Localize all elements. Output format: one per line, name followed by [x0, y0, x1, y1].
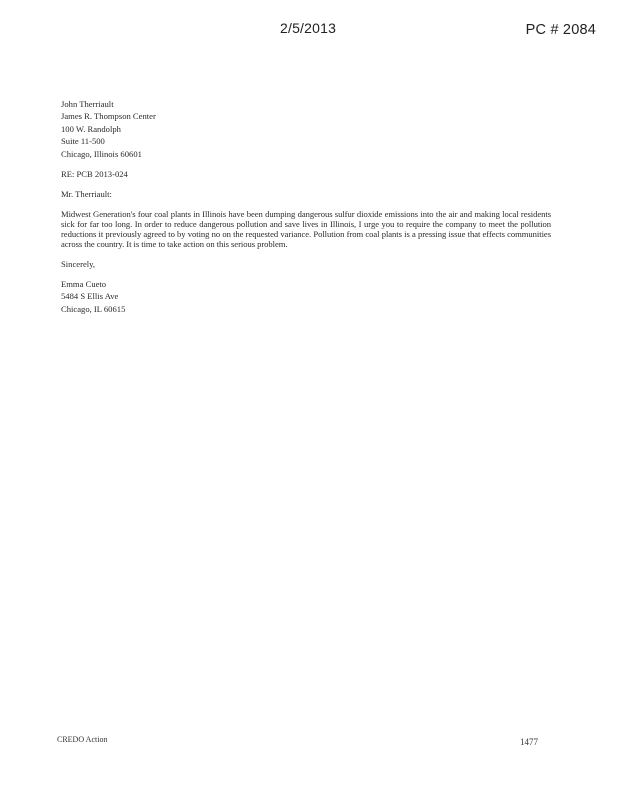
sender-line: 5484 S Ellis Ave — [61, 291, 119, 302]
pc-number-stamp: PC # 2084 — [525, 22, 596, 38]
sender-line: Emma Cueto — [61, 279, 107, 290]
closing: Sincerely, — [61, 258, 96, 269]
body-paragraph: Midwest Generation's four coal plants in Illinois have been dumping dangerous sulfur dioxide emissions into the air and making local residents sick for far too long. In order to reduce dangerous pollution and save lives in Illinois, I urge you to require the company to meet the pollution reductions it previously agreed to by voting no on the requested variance. Pollution from coal plants is a pressing issue that effects communities across the country. It is time to take action on this serious problem. — [61, 208, 551, 250]
recipient-line: James R. Thompson Center — [61, 111, 156, 122]
salutation: Mr. Therriault: — [61, 189, 112, 200]
page-number: 1477 — [520, 737, 538, 747]
re-line: RE: PCB 2013-024 — [61, 169, 128, 180]
sender-line: Chicago, IL 60615 — [61, 303, 126, 314]
footer-source: CREDO Action — [57, 735, 108, 744]
recipient-line: Chicago, Illinois 60601 — [61, 148, 142, 159]
recipient-line: 100 W. Randolph — [61, 123, 121, 134]
recipient-line: John Therriault — [61, 99, 114, 109]
recipient-address — [61, 98, 551, 160]
recipient-line: Suite 11-500 — [61, 136, 105, 147]
letter-body — [61, 98, 551, 315]
date-stamp: 2/5/2013 — [280, 20, 337, 36]
sender-address — [61, 278, 551, 315]
